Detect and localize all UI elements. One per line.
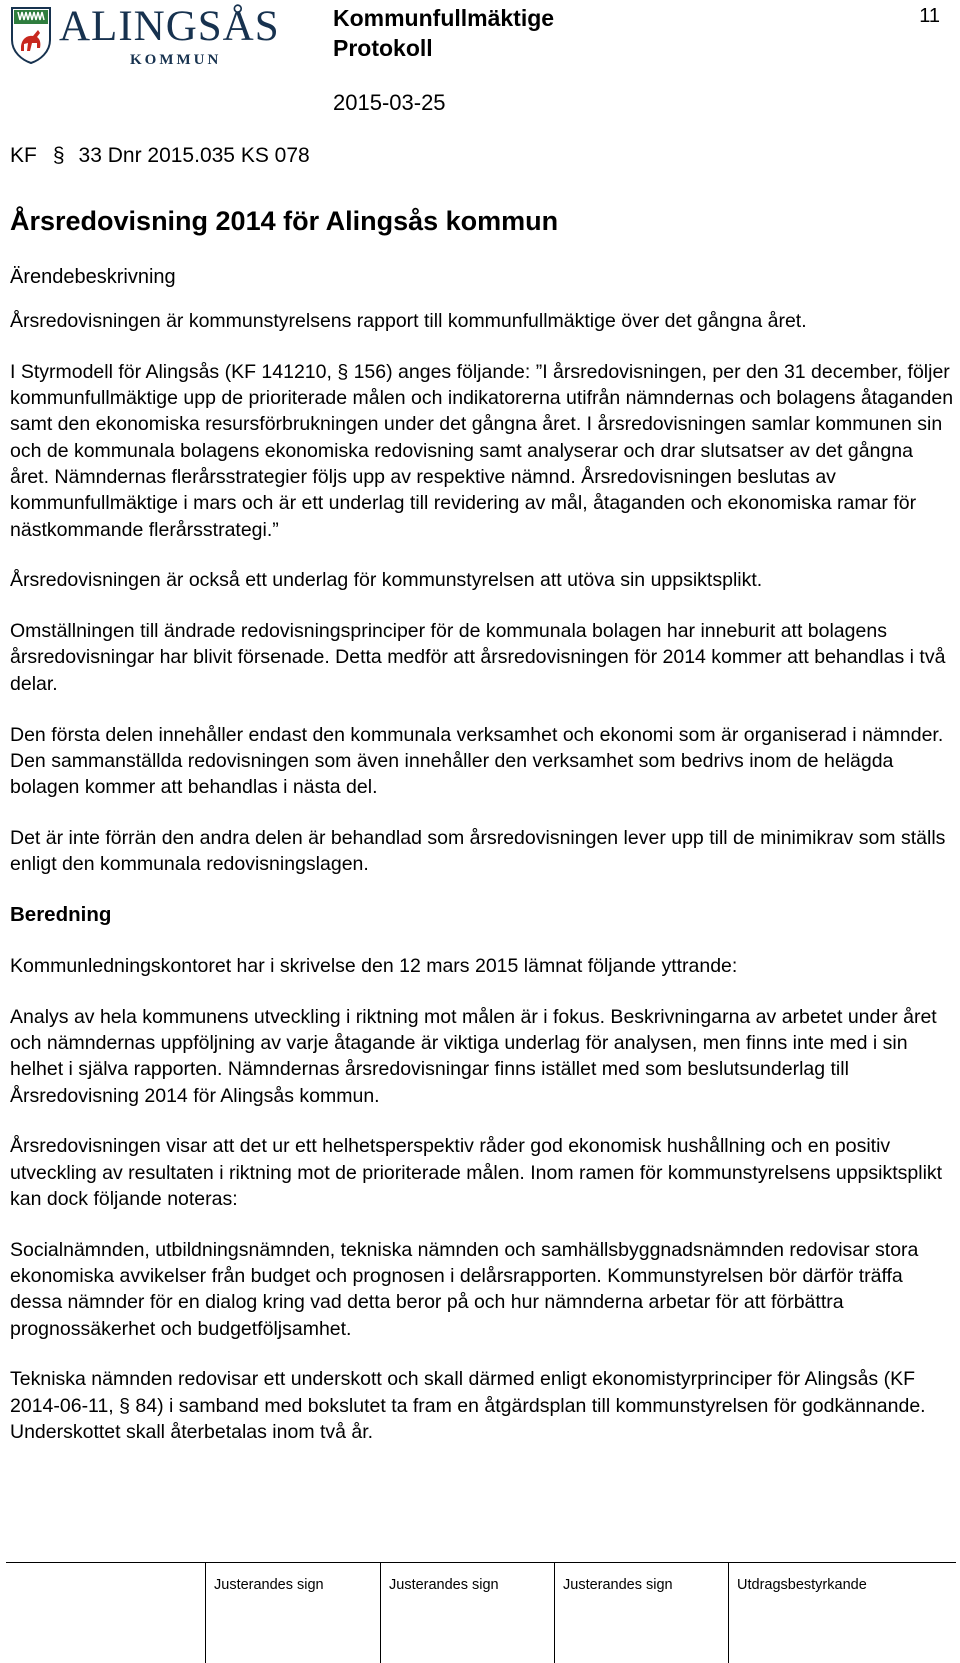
section-sign: § [52, 144, 65, 167]
case-reference [10, 144, 310, 168]
paragraph: Analys av hela kommunens utveckling i riktning mot målen är i fokus. Beskrivningarna av arbetet under året och nämndernas uppföljning av varje åtagande är viktiga underlag för analysen, men finns inte med i sin helhet i själva rapporten. Nämndernas årsredovisningar finns istället med som beslutsunderlag till Årsredovisning 2014 för Alingsås kommun. [10, 1005, 937, 1107]
logo-subtitle: KOMMUN [130, 52, 222, 68]
paragraph: Årsredovisningen visar att det ur ett helhetsperspektiv råder god ekonomisk hushållning och en positiv utveckling av resultaten i riktning mot de prioriterade målen. Inom ramen för kommunstyrelsens uppsiktsplikt kan dock följande noteras: [10, 1135, 943, 1210]
certification-box [728, 1562, 956, 1663]
beredning-heading: Beredning [10, 903, 112, 927]
header-title-line2: Protokoll [333, 35, 433, 61]
page-number: 11 [919, 5, 940, 27]
paragraph: Den första delen innehåller endast den kommunala verksamhet och ekonomi som är organiserad i nämnder. Den sammanställda redovisningen som även innehåller den verksamhet som bedrivs inom de helägda bolagen kommer att behandlas i nästa del. [10, 723, 944, 799]
signature-label: Justerandes sign [563, 1577, 673, 1593]
paragraph: Årsredovisningen är kommunstyrelsens rapport till kommunfullmäktige över det gångna året. [10, 310, 807, 332]
document-header-title [333, 3, 554, 63]
coat-of-arms-icon [10, 6, 52, 64]
signature-box-1 [205, 1562, 380, 1663]
paragraph: Årsredovisningen är också ett underlag för kommunstyrelsen att utöva sin uppsiktsplikt. [10, 569, 763, 592]
signature-label: Justerandes sign [214, 1577, 324, 1593]
meeting-date: 2015-03-25 [333, 90, 446, 115]
signature-box-3 [554, 1562, 728, 1663]
signature-label: Justerandes sign [389, 1577, 499, 1593]
paragraph: Socialnämnden, utbildningsnämnden, tekniska nämnden och samhällsbyggnadsnämnden redovisar stora ekonomiska avvikelser från budget och prognosen i delårsrapporten. Kommunstyrelsen bör därför träffa dessa nämnder för en dialog kring vad detta beror på och hur nämnderna arbetar för att förbättra prognossäkerhet och budgetföljsamhet. [10, 1238, 919, 1340]
logo-name: ALINGSÅS [59, 3, 280, 50]
header-title-line1: Kommunfullmäktige [333, 5, 555, 31]
case-prefix: KF [10, 144, 37, 167]
certification-label: Utdragsbestyrkande [737, 1577, 867, 1593]
section-subtitle: Ärendebeskrivning [10, 266, 176, 288]
case-ref: 33 Dnr 2015.035 KS 078 [78, 144, 310, 167]
municipality-logo [10, 4, 285, 70]
paragraph: Kommunledningskontoret har i skrivelse den 12 mars 2015 lämnat följande yttrande: [10, 954, 738, 977]
paragraph: I Styrmodell för Alingsås (KF 141210, § 156) anges följande: ”I årsredovisningen, per den 31 december, följer kommunfullmäktige upp de prioriterade målen och indikatorerna utifrån nämndernas och bolagens åtaganden samt den ekonomiska resursförbrukningen under det gångna året. I årsredovisningen samlar kommunen sin och de kommunala bolagens ekonomiska redovisning samt analyserar och drar slutsatser av det gångna året. Nämndernas flerårsstrategier följs upp av respektive nämnd. Årsredovisningen beslutas av kommunfullmäktige i mars och är ett underlag till revidering av mål, åtaganden och ekonomiska ramar för nästkommande flerårsstrategi.” [10, 360, 954, 541]
signature-box-2 [380, 1562, 554, 1663]
paragraph: Omställningen till ändrade redovisningsprinciper för de kommunala bolagen har inneburit att bolagens årsredovisningar har blivit försenade. Detta medför att årsredovisningen för 2014 kommer att behandlas i två delar. [10, 620, 946, 695]
paragraph: Tekniska nämnden redovisar ett underskott och skall därmed enligt ekonomistyrprinciper för Alingsås (KF 2014-06-11, § 84) i samband med bokslutet ta fram en åtgärdsplan till kommunstyrelsen för godkännande. Underskottet skall återbetalas inom två år. [10, 1368, 926, 1443]
document-title: Årsredovisning 2014 för Alingsås kommun [10, 206, 559, 236]
paragraph: Det är inte förrän den andra delen är behandlad som årsredovisningen lever upp till de minimikrav som ställs enligt den kommunala redovisningslagen. [10, 826, 946, 876]
document-body [10, 308, 955, 1470]
